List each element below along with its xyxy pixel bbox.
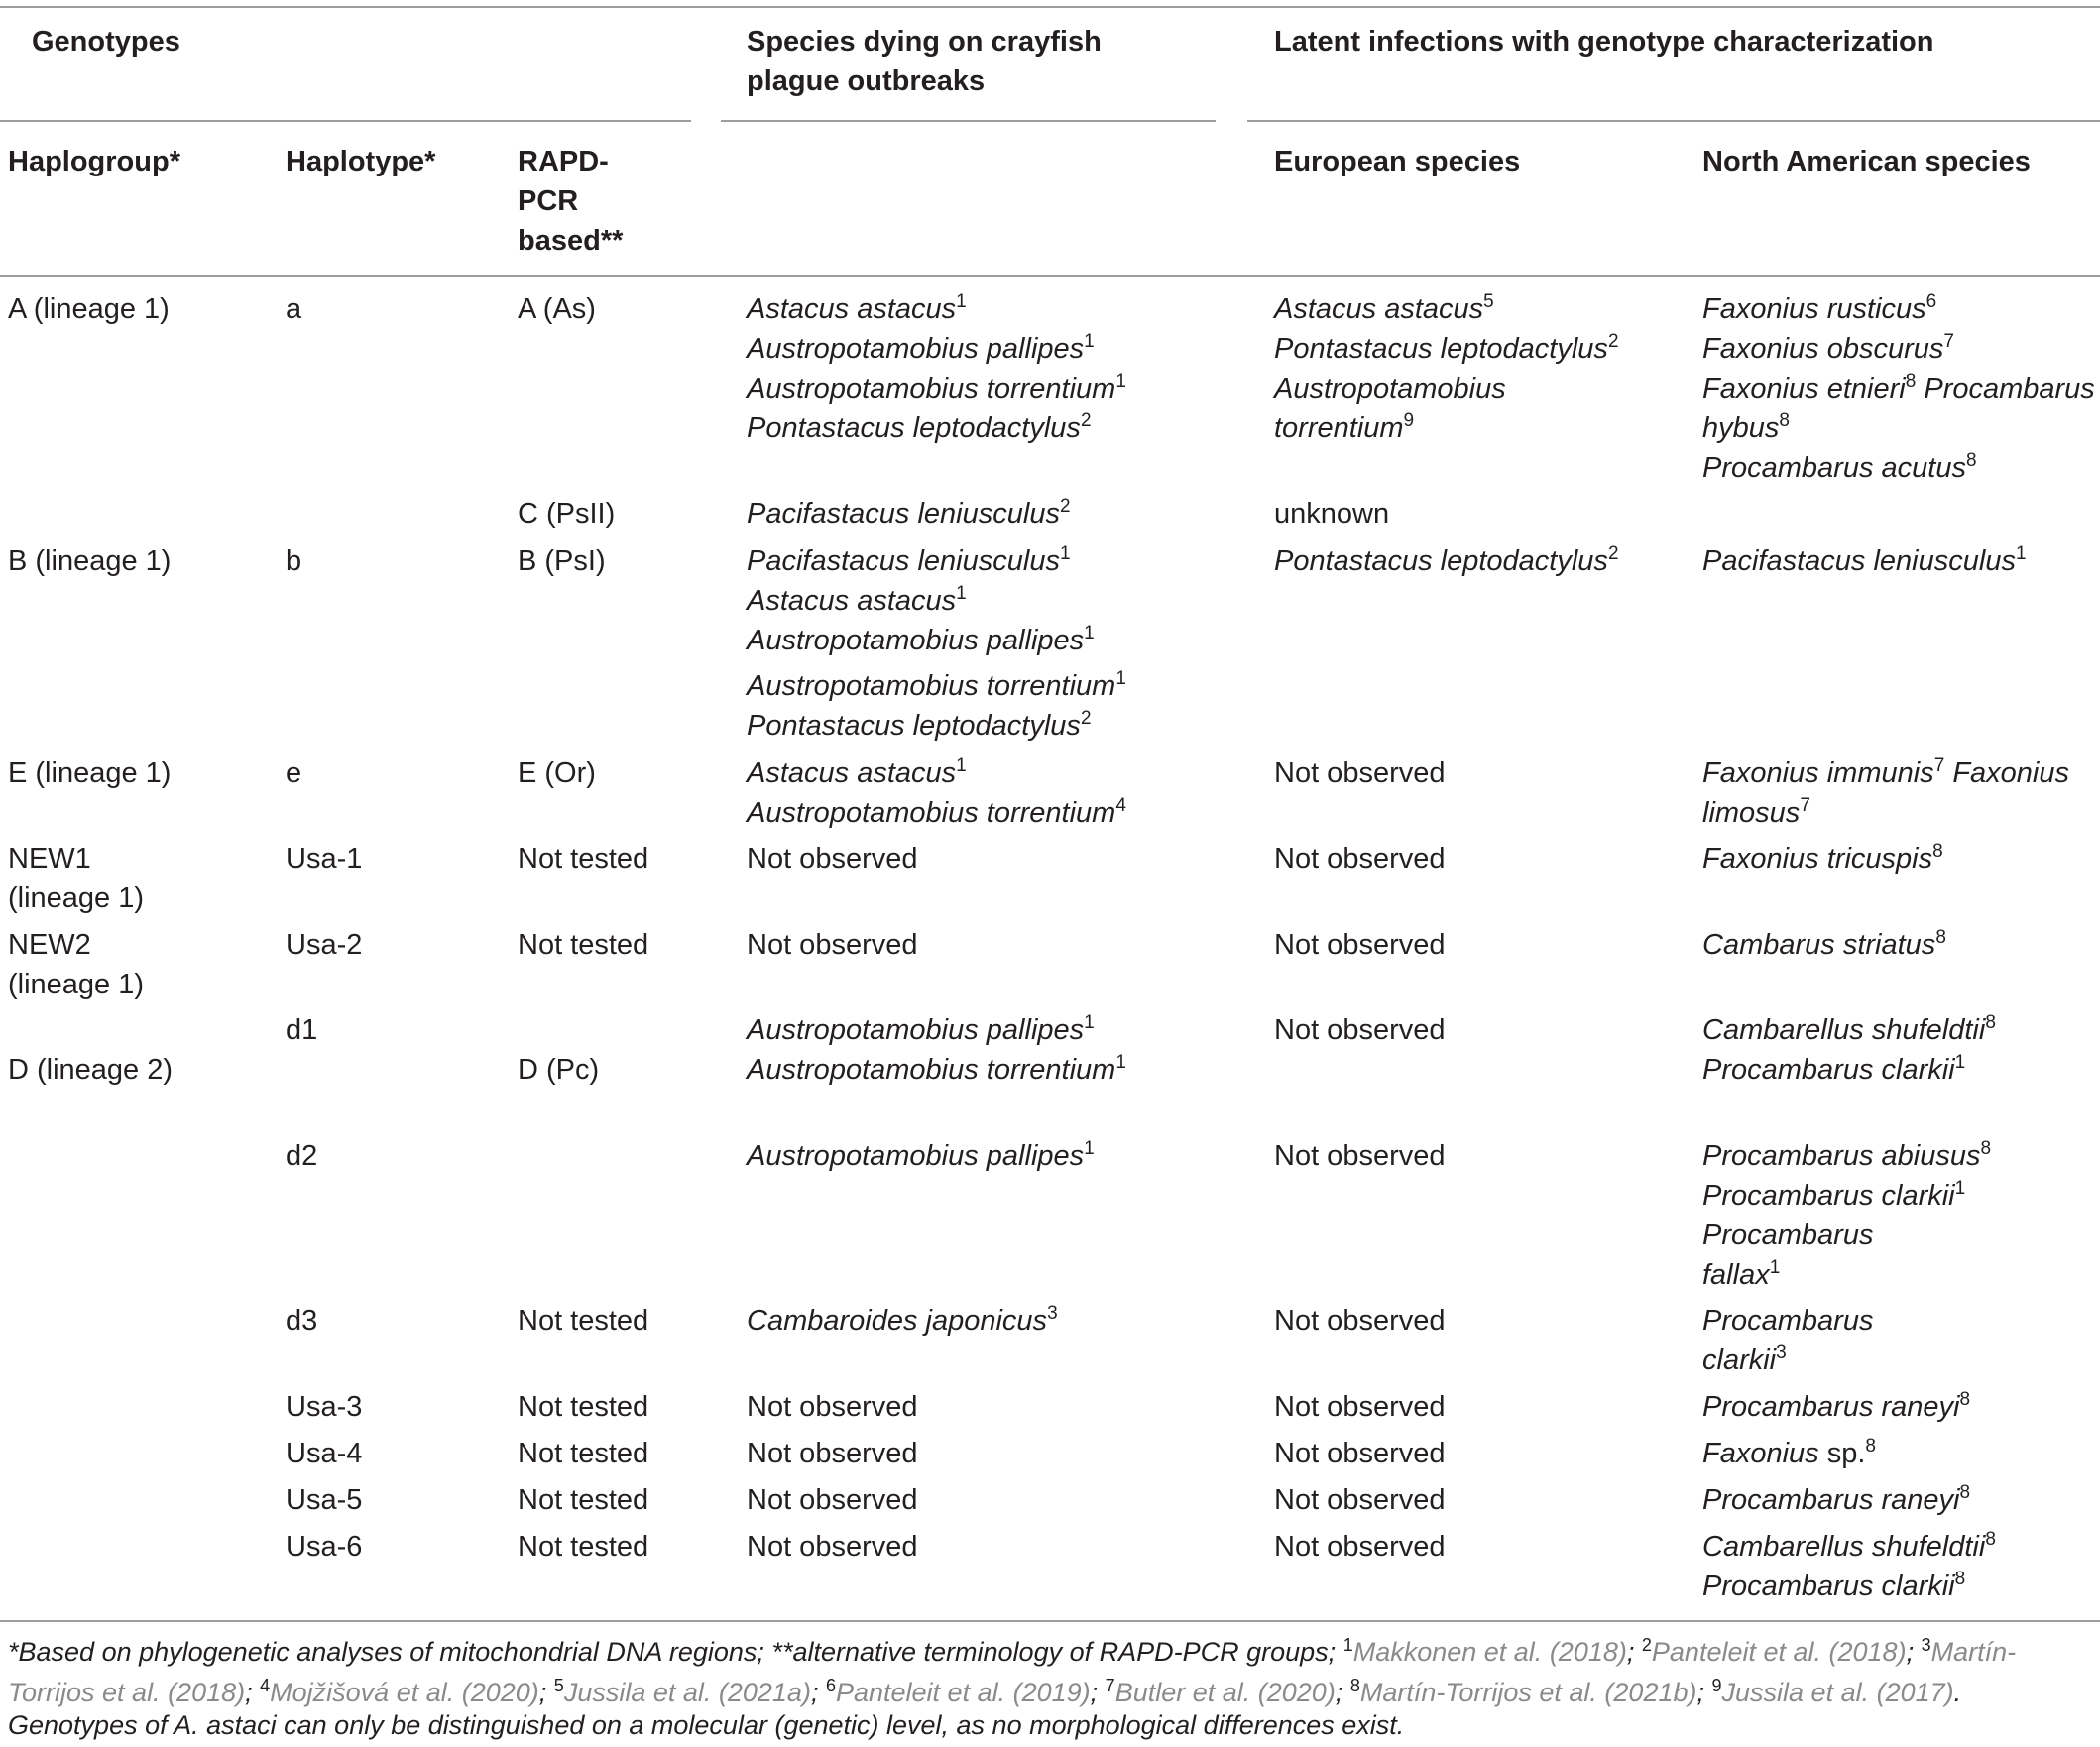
header-bottom-rule bbox=[0, 275, 2100, 277]
row-usa6-haplotype: Usa-6 bbox=[286, 1531, 363, 1563]
header-rapd-line1: RAPD- bbox=[518, 146, 609, 177]
row-new2-european: Not observed bbox=[1274, 929, 1446, 961]
header-latent: Latent infections with genotype characterization bbox=[1274, 26, 1934, 58]
row-a-dying-1: Astacus astacus$^1$ bbox=[747, 291, 967, 325]
row-e-haplogroup: E (lineage 1) bbox=[8, 757, 172, 789]
row-d1-dying-2: Austropotamobius torrentium$^1$ bbox=[747, 1052, 1126, 1086]
latent-rule bbox=[1247, 120, 2100, 122]
row-new1-rapd: Not tested bbox=[518, 843, 649, 874]
row-usa5-european: Not observed bbox=[1274, 1484, 1446, 1516]
row-c-european: unknown bbox=[1274, 498, 1390, 529]
row-d1-dying-1: Austropotamobius pallipes$^1$ bbox=[747, 1012, 1095, 1046]
row-new2-haplotype: Usa-2 bbox=[286, 929, 363, 961]
header-species-dying-line1: Species dying on crayfish bbox=[747, 26, 1102, 58]
row-new2-na: Cambarus striatus$^8$ bbox=[1702, 927, 1946, 961]
dying-rule bbox=[721, 120, 1216, 122]
row-d2-haplotype: d2 bbox=[286, 1140, 318, 1172]
row-a-na-1: Faxonius rusticus$^6$ bbox=[1702, 291, 1937, 325]
row-e-european: Not observed bbox=[1274, 757, 1446, 789]
row-e-rapd: E (Or) bbox=[518, 757, 596, 789]
row-a-dying-4: Pontastacus leptodactylus$^2$ bbox=[747, 410, 1092, 444]
row-usa3-na: Procambarus raneyi$^8$ bbox=[1702, 1389, 1971, 1423]
row-a-na-3: Faxonius etnieri$^8$ Procambarus bbox=[1702, 371, 2095, 405]
row-a-dying-2: Austropotamobius pallipes$^1$ bbox=[747, 331, 1095, 365]
row-usa6-european: Not observed bbox=[1274, 1531, 1446, 1563]
row-d-rapd: D (Pc) bbox=[518, 1054, 600, 1086]
row-b-dying-3: Austropotamobius pallipes$^1$ bbox=[747, 623, 1095, 656]
row-d2-na-3: Procambarus bbox=[1702, 1220, 1874, 1251]
row-d3-rapd: Not tested bbox=[518, 1305, 649, 1337]
row-new2-haplogroup-1: NEW2 bbox=[8, 929, 91, 961]
row-usa4-haplotype: Usa-4 bbox=[286, 1438, 363, 1469]
header-north-american: North American species bbox=[1702, 146, 2031, 177]
row-usa3-rapd: Not tested bbox=[518, 1391, 649, 1423]
row-d2-dying: Austropotamobius pallipes$^1$ bbox=[747, 1138, 1095, 1172]
row-b-rapd: B (PsI) bbox=[518, 545, 606, 577]
row-b-european: Pontastacus leptodactylus$^2$ bbox=[1274, 543, 1619, 577]
row-d3-haplotype: d3 bbox=[286, 1305, 318, 1337]
row-b-haplotype: b bbox=[286, 545, 302, 577]
row-usa5-na: Procambarus raneyi$^8$ bbox=[1702, 1482, 1971, 1516]
row-new1-dying: Not observed bbox=[747, 843, 918, 874]
row-a-rapd: A (As) bbox=[518, 293, 596, 325]
row-new1-haplogroup-1: NEW1 bbox=[8, 843, 91, 874]
row-usa4-na: Faxonius sp.$^8$ bbox=[1702, 1436, 1876, 1469]
row-new1-haplotype: Usa-1 bbox=[286, 843, 363, 874]
header-rapd-line2: PCR bbox=[518, 185, 579, 217]
row-d3-european: Not observed bbox=[1274, 1305, 1446, 1337]
row-usa3-haplotype: Usa-3 bbox=[286, 1391, 363, 1423]
row-e-dying-2: Austropotamobius torrentium$^4$ bbox=[747, 795, 1126, 829]
row-b-dying-4: Austropotamobius torrentium$^1$ bbox=[747, 668, 1126, 702]
row-usa6-rapd: Not tested bbox=[518, 1531, 649, 1563]
row-b-na: Pacifastacus leniusculus$^1$ bbox=[1702, 543, 2027, 577]
row-a-dying-3: Austropotamobius torrentium$^1$ bbox=[747, 371, 1126, 405]
row-a-european-3: Austropotamobius bbox=[1274, 373, 1506, 405]
row-usa6-na-1: Cambarellus shufeldtii$^8$ bbox=[1702, 1529, 1996, 1563]
row-b-dying-2: Astacus astacus$^1$ bbox=[747, 583, 967, 617]
row-new2-rapd: Not tested bbox=[518, 929, 649, 961]
row-d2-european: Not observed bbox=[1274, 1140, 1446, 1172]
row-new2-haplogroup-2: (lineage 1) bbox=[8, 969, 145, 1000]
row-a-na-2: Faxonius obscurus$^7$ bbox=[1702, 331, 1954, 365]
row-d3-dying: Cambaroides japonicus$^3$ bbox=[747, 1303, 1058, 1337]
row-usa4-european: Not observed bbox=[1274, 1438, 1446, 1469]
row-a-haplogroup: A (lineage 1) bbox=[8, 293, 170, 325]
row-usa4-dying: Not observed bbox=[747, 1438, 918, 1469]
row-d2-na-4: fallax$^1$ bbox=[1702, 1257, 1781, 1291]
row-b-dying-5: Pontastacus leptodactylus$^2$ bbox=[747, 708, 1092, 742]
row-new1-european: Not observed bbox=[1274, 843, 1446, 874]
row-usa3-dying: Not observed bbox=[747, 1391, 918, 1423]
row-a-na-5: Procambarus acutus$^8$ bbox=[1702, 450, 1977, 484]
row-b-dying-1: Pacifastacus leniusculus$^1$ bbox=[747, 543, 1071, 577]
footnote-line-1: *Based on phylogenetic analyses of mitochondrial DNA regions; **alternative terminology of RAPD-PCR groups; $^1$Makkonen et al. (2018); $^2$Panteleit et al. (2018); $^3$Martín- bbox=[8, 1635, 2017, 1667]
row-d3-na-1: Procambarus bbox=[1702, 1305, 1874, 1337]
row-new1-na: Faxonius tricuspis$^8$ bbox=[1702, 841, 1943, 874]
row-a-european-4: torrentium$^9$ bbox=[1274, 410, 1415, 444]
row-d-haplogroup: D (lineage 2) bbox=[8, 1054, 174, 1086]
row-a-european-1: Astacus astacus$^5$ bbox=[1274, 291, 1494, 325]
row-e-na-2: limosus$^7$ bbox=[1702, 795, 1810, 829]
row-usa5-rapd: Not tested bbox=[518, 1484, 649, 1516]
row-d2-na-1: Procambarus abiusus$^8$ bbox=[1702, 1138, 1992, 1172]
genotypes-rule bbox=[0, 120, 691, 122]
row-new2-dying: Not observed bbox=[747, 929, 918, 961]
header-european: European species bbox=[1274, 146, 1521, 177]
header-genotypes: Genotypes bbox=[32, 26, 180, 58]
row-c-dying: Pacifastacus leniusculus$^2$ bbox=[747, 496, 1071, 529]
row-e-dying-1: Astacus astacus$^1$ bbox=[747, 756, 967, 789]
row-d1-na-2: Procambarus clarkii$^1$ bbox=[1702, 1052, 1966, 1086]
row-usa3-european: Not observed bbox=[1274, 1391, 1446, 1423]
row-e-na-1: Faxonius immunis$^7$ Faxonius bbox=[1702, 756, 2069, 789]
header-rapd-line3: based** bbox=[518, 225, 624, 257]
row-d3-na-2: clarkii$^3$ bbox=[1702, 1342, 1787, 1376]
header-species-dying-line2: plague outbreaks bbox=[747, 65, 986, 97]
row-a-haplotype: a bbox=[286, 293, 302, 325]
row-usa5-haplotype: Usa-5 bbox=[286, 1484, 363, 1516]
row-d1-european: Not observed bbox=[1274, 1014, 1446, 1046]
footnote-line-2: Torrijos et al. (2018); $^4$Mojžišová et al. (2020); $^5$Jussila et al. (2021a); $^6$Panteleit et al. (2019); $^7$Butler et al. (2020); $^8$Martín-Torrijos et al. (2021b); $^9$Jussila et al. (2017). bbox=[8, 1676, 1962, 1707]
row-d1-na-1: Cambarellus shufeldtii$^8$ bbox=[1702, 1012, 1996, 1046]
row-new1-haplogroup-2: (lineage 1) bbox=[8, 882, 145, 914]
row-a-na-4: hybus$^8$ bbox=[1702, 410, 1790, 444]
table-bottom-rule bbox=[0, 1620, 2100, 1622]
row-c-rapd: C (PsII) bbox=[518, 498, 616, 529]
row-usa6-na-2: Procambarus clarkii$^8$ bbox=[1702, 1569, 1966, 1602]
row-d2-na-2: Procambarus clarkii$^1$ bbox=[1702, 1178, 1966, 1212]
row-usa6-dying: Not observed bbox=[747, 1531, 918, 1563]
row-usa4-rapd: Not tested bbox=[518, 1438, 649, 1469]
header-haplotype: Haplotype* bbox=[286, 146, 436, 177]
top-rule bbox=[0, 6, 2100, 8]
header-haplogroup: Haplogroup* bbox=[8, 146, 180, 177]
row-a-european-2: Pontastacus leptodactylus$^2$ bbox=[1274, 331, 1619, 365]
row-d1-haplotype: d1 bbox=[286, 1014, 318, 1046]
row-b-haplogroup: B (lineage 1) bbox=[8, 545, 172, 577]
row-usa5-dying: Not observed bbox=[747, 1484, 918, 1516]
row-e-haplotype: e bbox=[286, 757, 302, 789]
footnote-line-3: Genotypes of A. astaci can only be distinguished on a molecular (genetic) level, as no morphological differences exist. bbox=[8, 1710, 1405, 1740]
